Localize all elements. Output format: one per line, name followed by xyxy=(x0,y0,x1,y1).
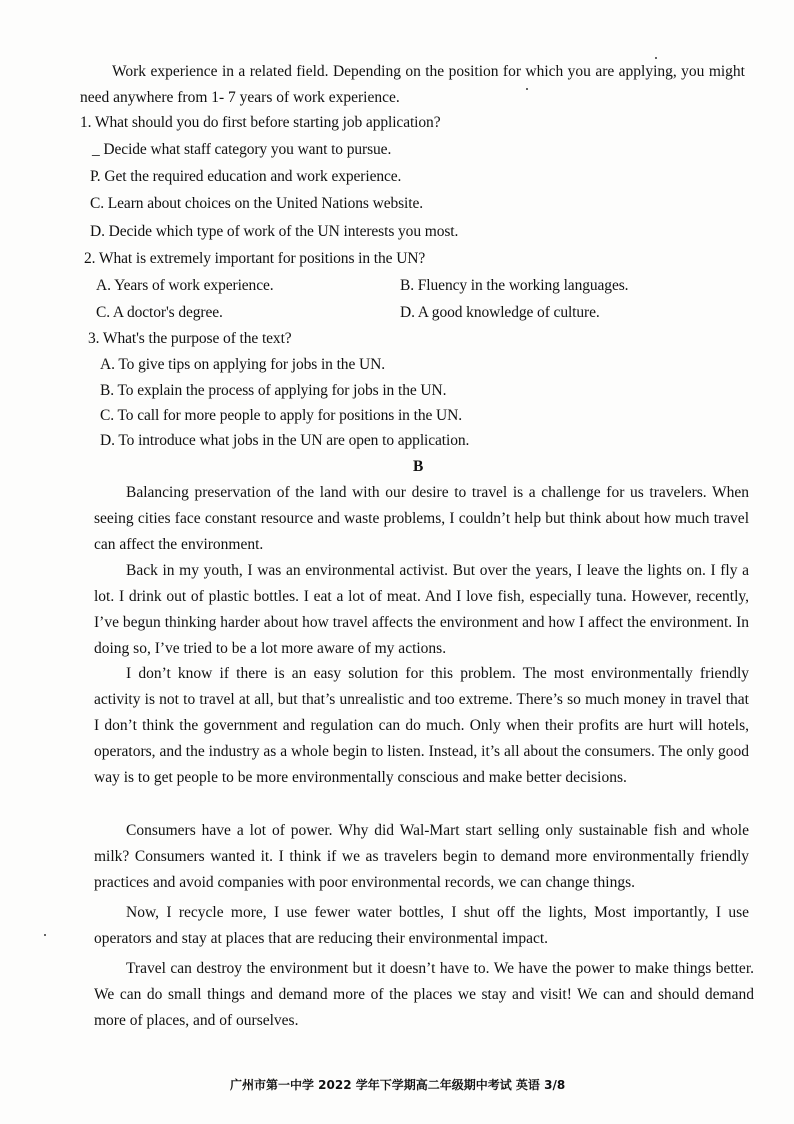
question-1-option-a: _ Decide what staff category you want to pursue. xyxy=(92,141,392,158)
passage-paragraph-2: Back in my youth, I was an environmental activist. But over the years, I leave the lights on. I fly a lot. I drink out of plastic bottles. I eat a lot of meat. And I love fish, especially tuna. However, recently, I’ve begun thinking harder about how travel affects the environment and how I affect the environment. In doing so, I’ve tried to be a lot more aware of my actions. xyxy=(94,562,749,657)
question-2-option-a: A. Years of work experience. xyxy=(96,277,274,294)
question-3-option-a: A. To give tips on applying for jobs in the UN. xyxy=(100,356,385,373)
question-3-stem: 3. What's the purpose of the text? xyxy=(88,330,292,347)
question-3-option-d: D. To introduce what jobs in the UN are open to application. xyxy=(100,432,470,449)
question-1-stem: 1. What should you do first before starting job application? xyxy=(80,114,441,131)
question-3-option-b: B. To explain the process of applying for jobs in the UN. xyxy=(100,382,447,399)
passage-paragraph-5: Now, I recycle more, I use fewer water bottles, I shut off the lights, Most importantly, I use operators and stay at places that are reducing their environmental impact. xyxy=(94,904,749,947)
question-1-option-c: C. Learn about choices on the United Nations website. xyxy=(90,195,424,212)
question-2-stem: 2. What is extremely important for positions in the UN? xyxy=(84,250,426,267)
section-heading: B xyxy=(413,458,424,475)
intro-paragraph: Work experience in a related field. Depending on the position for which you are applying, you might need anywhere from 1- 7 years of work experience. xyxy=(80,63,745,106)
page-footer: 广州市第一中学 2022 学年下学期高二年级期中考试 英语 3/8 xyxy=(230,1078,566,1092)
scan-speck xyxy=(655,57,657,59)
question-3-option-c: C. To call for more people to apply for positions in the UN. xyxy=(100,407,462,424)
passage-paragraph-6: Travel can destroy the environment but it doesn’t have to. We have the power to make things better. We can do small things and demand more of the places we stay and visit! We can and should demand more of places, and of ourselves. xyxy=(94,960,754,1029)
passage-paragraph-3: I don’t know if there is an easy solution for this problem. The most environmentally friendly activity is not to travel at all, but that’s unrealistic and too extreme. There’s so much money in travel that I don’t think the government and regulation can do much. Only when their profits are hurt will hotels, operators, and the industry as a whole begin to listen. Instead, it’s all about the consumers. The only good way is to get people to be more environmentally conscious and make better decisions. xyxy=(94,665,749,786)
question-1-option-b: P. Get the required education and work experience. xyxy=(90,168,402,185)
question-1-option-d: D. Decide which type of work of the UN interests you most. xyxy=(90,223,459,240)
scan-speck xyxy=(526,88,528,90)
question-2-option-b: B. Fluency in the working languages. xyxy=(400,277,629,294)
question-2-option-d: D. A good knowledge of culture. xyxy=(400,304,600,321)
scan-speck xyxy=(44,934,46,936)
question-2-option-c: C. A doctor's degree. xyxy=(96,304,223,321)
passage-paragraph-1: Balancing preservation of the land with our desire to travel is a challenge for us travelers. When seeing cities face constant resource and waste problems, I couldn’t help but think about how much travel can affect the environment. xyxy=(94,484,749,553)
passage-paragraph-4: Consumers have a lot of power. Why did Wal-Mart start selling only sustainable fish and whole milk? Consumers wanted it. I think if we as travelers begin to demand more environmentally friendly practices and avoid companies with poor environmental records, we can change things. xyxy=(94,822,749,891)
